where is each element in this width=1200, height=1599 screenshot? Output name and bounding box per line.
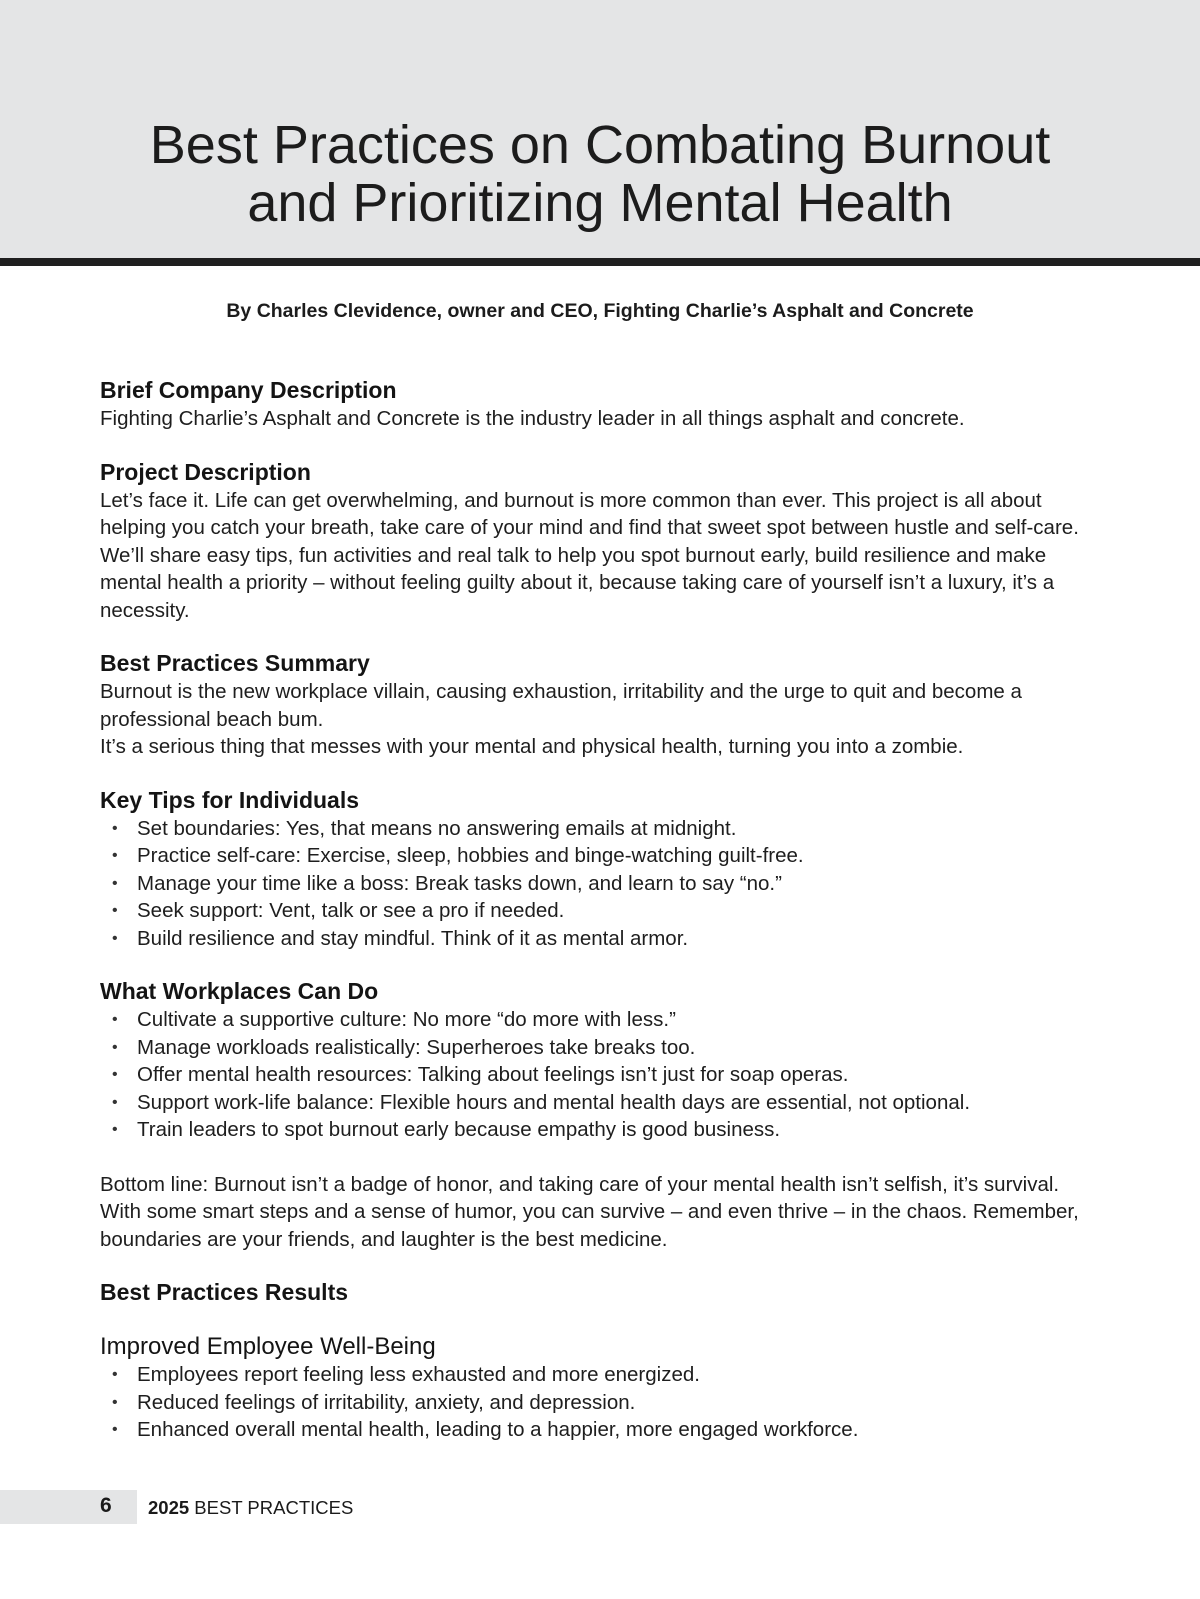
workplaces-list xyxy=(100,1006,1100,1144)
list-item: • Build resilience and stay mindful. Think of it as mental armor. xyxy=(100,925,1100,953)
results-list xyxy=(100,1361,1100,1444)
header-rule xyxy=(0,258,1200,266)
list-item: • Employees report feeling less exhausted and more energized. xyxy=(100,1361,1100,1389)
company-heading: Brief Company Description xyxy=(100,377,397,403)
results-heading: Best Practices Results xyxy=(100,1279,349,1305)
title-line-1: Best Practices on Combating Burnout xyxy=(149,115,1051,175)
footer-year: 2025 xyxy=(148,1497,190,1518)
tips-list xyxy=(100,815,1100,953)
list-item: • Cultivate a supportive culture: No more “do more with less.” xyxy=(100,1006,1100,1034)
list-item: • Seek support: Vent, talk or see a pro if needed. xyxy=(100,897,1100,925)
workplaces-heading: What Workplaces Can Do xyxy=(100,978,379,1004)
project-description: Let’s face it. Life can get overwhelming, and burnout is more common than ever. This project is all about helping you catch your breath, take care of your mind and find that sweet spot between hustle and self-care. We’ll share easy tips, fun activities and real talk to help you spot burnout early, build resilience and make mental health a priority – without feeling guilty about it, because taking care of yourself isn’t a luxury, it’s a necessity. xyxy=(100,488,1079,622)
title-line-2: and Prioritizing Mental Health xyxy=(247,173,953,233)
summary-paragraph-1: Burnout is the new workplace villain, causing exhaustion, irritability and the urge to quit and become a professional beach bum. xyxy=(100,680,1022,731)
byline: By Charles Clevidence, owner and CEO, Fighting Charlie’s Asphalt and Concrete xyxy=(226,300,974,322)
list-item: • Train leaders to spot burnout early because empathy is good business. xyxy=(100,1116,1100,1144)
list-item: • Manage workloads realistically: Superheroes take breaks too. xyxy=(100,1034,1100,1062)
summary-heading: Best Practices Summary xyxy=(100,650,370,676)
list-item: • Set boundaries: Yes, that means no answering emails at midnight. xyxy=(100,815,1100,843)
project-heading: Project Description xyxy=(100,458,311,485)
tips-heading: Key Tips for Individuals xyxy=(100,786,360,813)
list-item: • Enhanced overall mental health, leading to a happier, more engaged workforce. xyxy=(100,1416,1100,1444)
company-description: Fighting Charlie’s Asphalt and Concrete is the industry leader in all things asphalt and concrete. xyxy=(100,407,965,430)
footer-tab xyxy=(0,1490,137,1524)
list-item: • Reduced feelings of irritability, anxiety, and depression. xyxy=(100,1389,1100,1417)
article-body xyxy=(100,376,1100,1444)
footer-label xyxy=(148,1497,353,1519)
list-item: • Manage your time like a boss: Break tasks down, and learn to say “no.” xyxy=(100,870,1100,898)
bottom-line-paragraph: Bottom line: Burnout isn’t a badge of honor, and taking care of your mental health isn’t selfish, it’s survival. With some smart steps and a sense of humor, you can survive – and even thrive – in the chaos. Remember, boundaries are your friends, and laughter is the best medicine. xyxy=(100,1172,1079,1251)
page-number: 6 xyxy=(100,1494,112,1517)
list-item: • Offer mental health resources: Talking about feelings isn’t just for soap operas. xyxy=(100,1061,1100,1089)
page-title xyxy=(0,116,1200,232)
list-item: • Support work-life balance: Flexible hours and mental health days are essential, not optional. xyxy=(100,1089,1100,1117)
results-subheading: Improved Employee Well-Being xyxy=(100,1333,436,1360)
list-item: • Practice self-care: Exercise, sleep, hobbies and binge-watching guilt-free. xyxy=(100,842,1100,870)
summary-paragraph-2: It’s a serious thing that messes with your mental and physical health, turning you into a zombie. xyxy=(100,735,964,758)
footer-title: BEST PRACTICES xyxy=(194,1497,354,1518)
